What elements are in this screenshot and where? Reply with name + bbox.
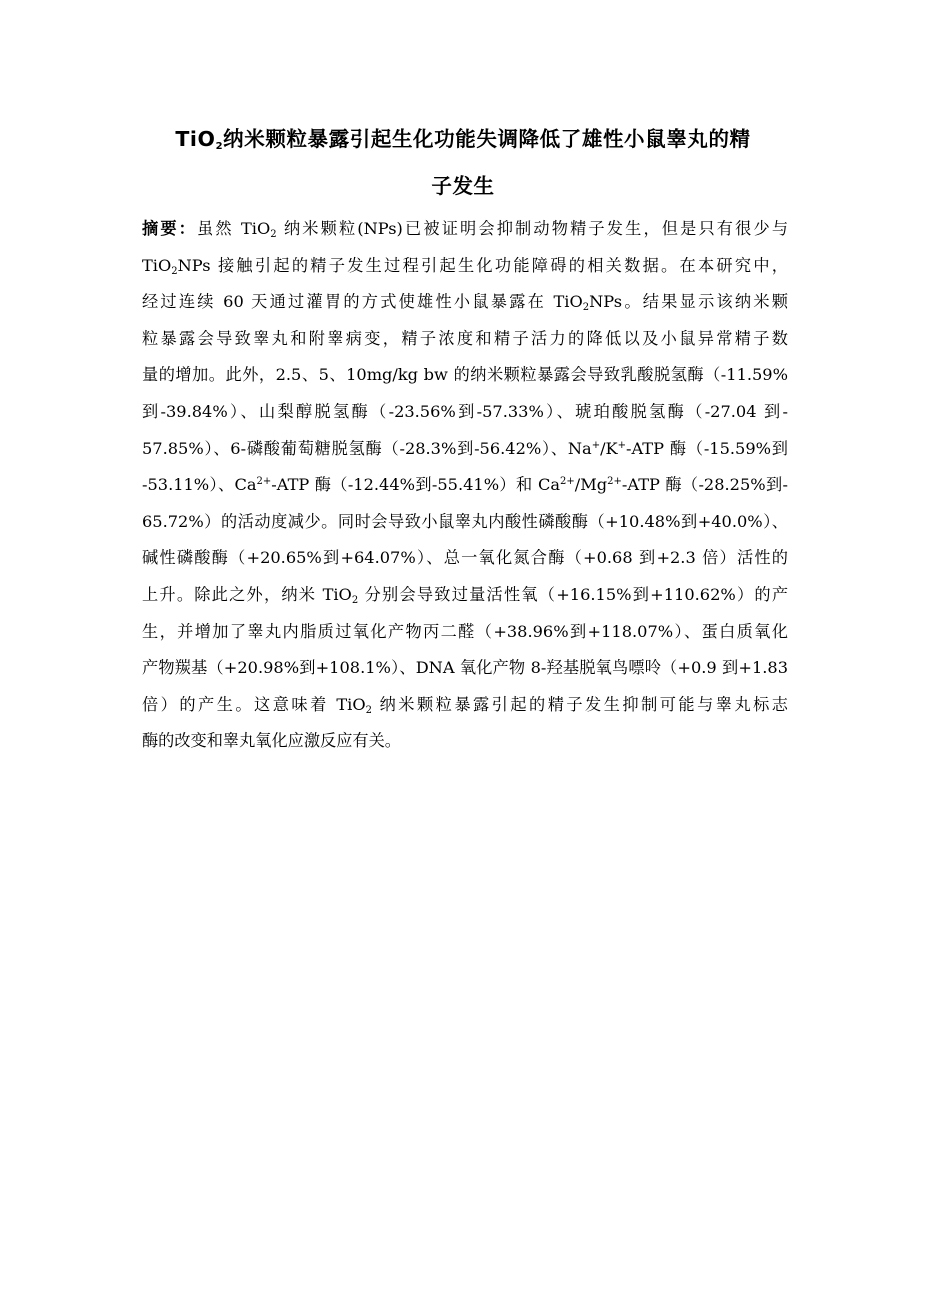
- abstract-text: 纳米颗粒(NPs)已被证明会抑制动物精子发生，但是只有很少与: [276, 219, 789, 238]
- abstract-text: NPs 接触引起的精子发生过程引起生化功能障碍的相关数据。在本研究中，: [177, 255, 788, 275]
- abstract-text: -ATP 酶（-12.44%到-55.41%）和 Ca: [271, 475, 561, 495]
- superscript-text: +: [617, 439, 627, 451]
- abstract-text: TiO: [142, 255, 172, 275]
- abstract-text: -53.11%）、Ca: [142, 475, 257, 495]
- abstract-body: [142, 214, 788, 763]
- abstract-text: 65.72%）的活动度减少。同时会导致小鼠睾丸内酸性磷酸酶（+10.48%到+40.0%）、: [142, 511, 788, 531]
- abstract-line: [142, 580, 788, 617]
- abstract-line: [142, 324, 788, 361]
- abstract-text: 到-39.84%）、山梨醇脱氢酶（-23.56%到-57.33%）、琥珀酸脱氢酶（-27.04 到-: [142, 401, 788, 421]
- abstract-text: 虽然 TiO: [197, 219, 271, 238]
- abstract-line: [142, 360, 788, 397]
- superscript-text: 2+: [560, 476, 575, 488]
- abstract-line: [142, 434, 788, 471]
- abstract-text: 产物羰基（+20.98%到+108.1%）、DNA 氧化产物 8-羟基脱氧鸟嘌呤（+0.9 到+1.83: [142, 658, 788, 678]
- abstract-line: [142, 470, 788, 507]
- subscript-text: 2: [171, 265, 178, 277]
- abstract-text: 倍）的产生。这意味着 TiO: [142, 694, 366, 714]
- abstract-line: [142, 251, 788, 288]
- abstract-label: 摘要：: [142, 219, 198, 238]
- abstract-line: [142, 653, 788, 690]
- abstract-text: -ATP 酶（-28.25%到-: [621, 475, 788, 495]
- subscript-text: 2: [270, 229, 277, 240]
- abstract-line: [142, 287, 788, 324]
- superscript-text: 2+: [256, 476, 272, 488]
- title-tio: TiO: [175, 127, 216, 151]
- abstract-text: 碱性磷酸酶（+20.65%到+64.07%）、总一氧化氮合酶（+0.68 到+2.3 倍）活性的: [142, 548, 788, 568]
- abstract-text: 量的增加。此外，2.5、5、10mg/kg bw 的纳米颗粒暴露会导致乳酸脱氢酶（-11.59%: [142, 365, 788, 385]
- abstract-line: [142, 543, 788, 580]
- title-text: 纳米颗粒暴露引起生化功能失调降低了雄性小鼠睾丸的精: [223, 127, 751, 151]
- abstract-text: NPs。结果显示该纳米颗: [589, 292, 788, 312]
- superscript-text: 2+: [607, 476, 622, 488]
- abstract-text: 粒暴露会导致睾丸和附睾病变，精子浓度和精子活力的降低以及小鼠异常精子数: [142, 328, 788, 348]
- abstract-line: [142, 617, 788, 654]
- abstract-text: -ATP 酶（-15.59%到: [626, 438, 788, 458]
- abstract-line: [142, 507, 788, 544]
- subscript-text: 2: [351, 594, 359, 606]
- abstract-text: /K: [600, 438, 618, 458]
- title-subscript: 2: [215, 141, 224, 152]
- paper-title-line-2: 子发生: [431, 174, 495, 198]
- abstract-text: 分别会导致过量活性氧（+16.15%到+110.62%）的产: [358, 584, 789, 604]
- subscript-text: 2: [582, 302, 590, 314]
- abstract-text: /Mg: [574, 475, 608, 495]
- abstract-line: [142, 397, 788, 434]
- abstract-line: [142, 214, 788, 251]
- abstract-line: [142, 690, 788, 727]
- abstract-text: 生，并增加了睾丸内脂质过氧化产物丙二醛（+38.96%到+118.07%）、蛋白质氧化: [142, 621, 788, 641]
- abstract-line: [142, 726, 788, 763]
- abstract-text: 57.85%）、6-磷酸葡萄糖脱氢酶（-28.3%到-56.42%）、Na: [142, 438, 592, 458]
- abstract-text: 上升。除此之外，纳米 TiO: [142, 584, 352, 604]
- superscript-text: +: [591, 439, 601, 451]
- abstract-text: 纳米颗粒暴露引起的精子发生抑制可能与睾丸标志: [372, 694, 788, 714]
- paper-title-line-1: [120, 124, 806, 154]
- abstract-text: 酶的改变和睾丸氧化应激反应有关。: [142, 731, 401, 751]
- abstract-text: 经过连续 60 天通过灌胃的方式使雄性小鼠暴露在 TiO: [142, 292, 583, 312]
- subscript-text: 2: [365, 704, 372, 716]
